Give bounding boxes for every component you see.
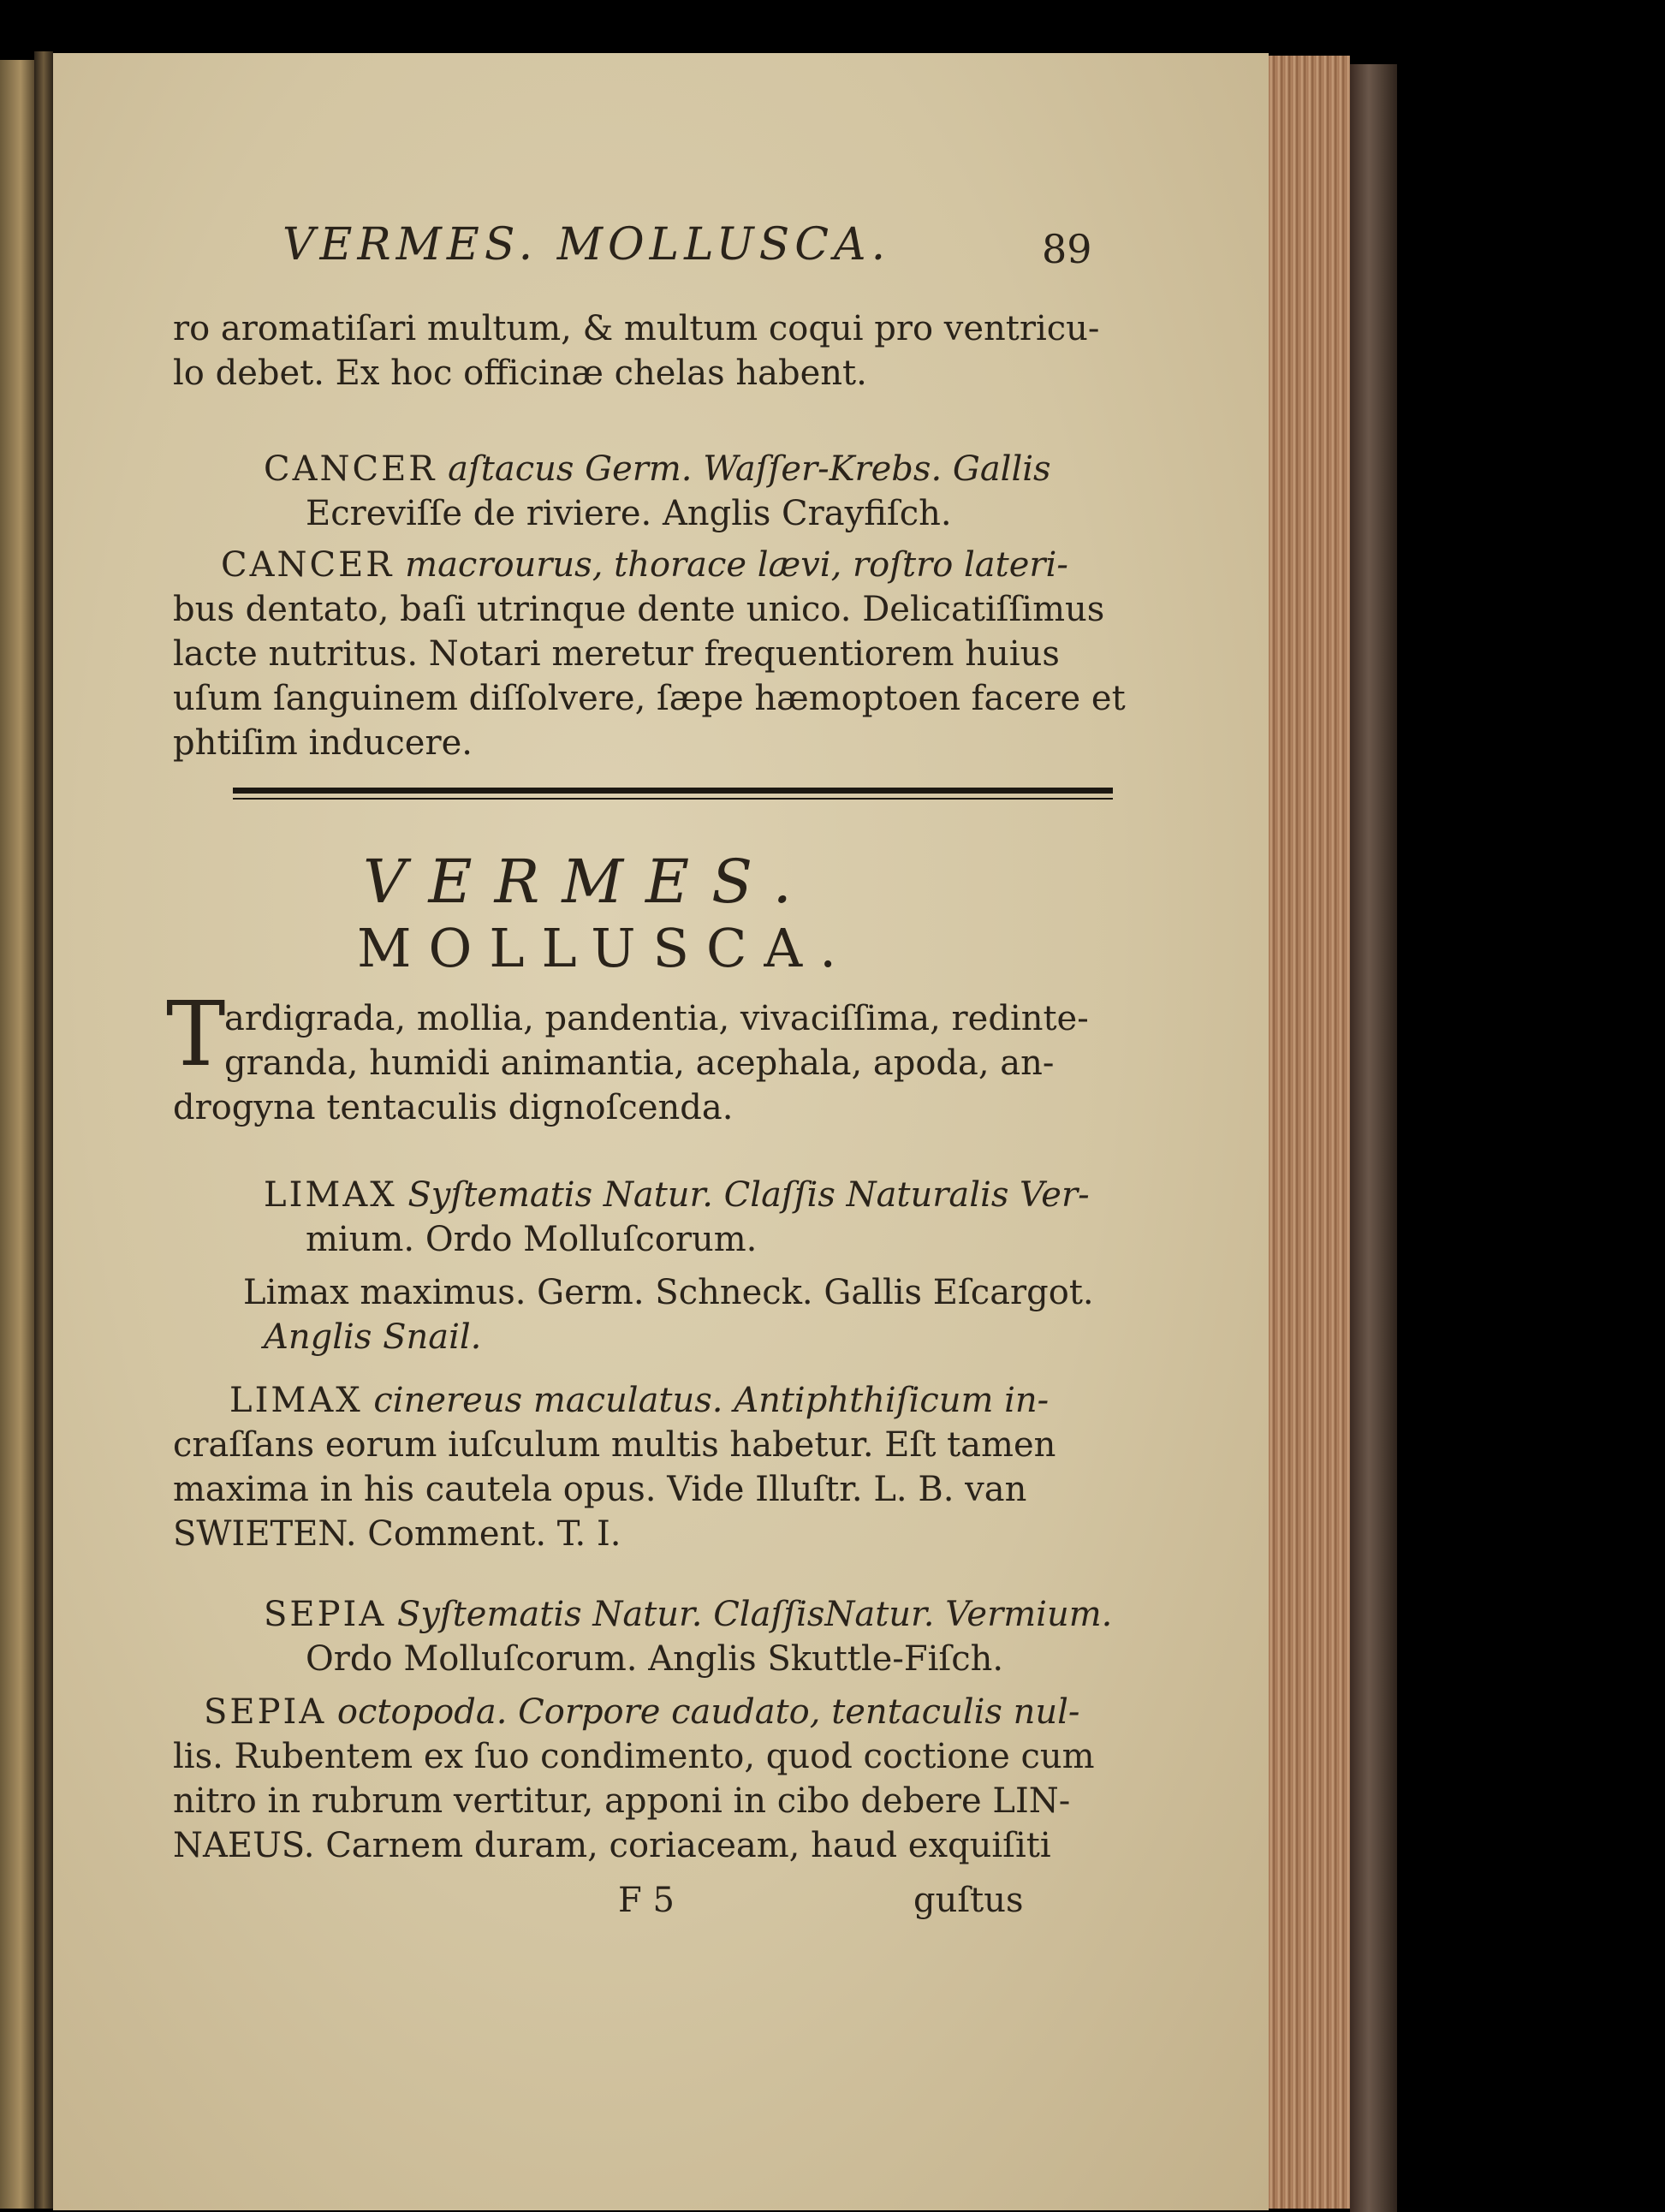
book-cover-board [1350,64,1397,2212]
text-line: Anglis Snail. [264,1317,482,1357]
entry-name: CANCER [264,449,437,489]
text-line: craſſans eorum iuſculum multis habetur. Eſt tamen [173,1425,1056,1465]
text-line: lis. Rubentem ex ſuo condimento, quod coctione cum [173,1737,1095,1776]
signature-mark: F 5 [618,1881,675,1920]
page-edges [1269,56,1350,2209]
running-title: VERMES. MOLLUSCA. [282,219,891,271]
background [1350,64,1665,2212]
page-number: 89 [1042,226,1092,272]
text-line: mium. Ordo Molluſcorum. [306,1220,758,1259]
section-subtitle: MOLLUSCA. [357,917,853,979]
catchword: guſtus [913,1881,1024,1920]
text-line: drogyna tentaculis dignoſcenda. [173,1088,734,1127]
text-line: SWIETEN. Comment. T. I. [173,1514,621,1554]
text-line: bus dentato, baſi utrinque dente unico. Delicatiſſimus [173,590,1105,629]
text-line: Ordo Molluſcorum. Anglis Skuttle-Fiſch. [306,1639,1004,1679]
section-rule-thick [233,788,1113,794]
entry-sepia-octopoda [204,1692,1079,1733]
entry-name: SEPIA [264,1595,387,1634]
entry-limax-maximus: Limax maximus. Germ. Schneck. Gallis Eſcargot. [243,1273,1094,1312]
drop-cap: T [166,982,226,1086]
left-page-edge [0,60,34,2209]
text-line: lacte nutritus. Notari meretur frequentiorem huius [173,634,1060,674]
text-line: maxima in his cautela opus. Vide Illuſtr. L. B. van [173,1470,1027,1509]
text-line: phtiſim inducere. [173,723,473,763]
entry-name: CANCER [221,545,395,585]
entry-text: octopoda. Corpore caudato, tentaculis nul- [336,1692,1080,1732]
text-line: uſum ſanguinem diſſolvere, ſæpe hæmoptoen facere et [173,679,1126,718]
entry-sepia-systematis [264,1594,1112,1635]
text-line: lo debet. Ex hoc officinæ chelas habent. [173,354,867,393]
section-title: VERMES. [363,847,814,917]
entry-cancer-macrourus [221,544,1068,586]
book-page [53,53,1269,2210]
entry-limax-cinereus [229,1380,1049,1421]
entry-text: cinereus maculatus. Antiphthiſicum in- [373,1381,1050,1420]
entry-name: LIMAX [229,1381,363,1420]
entry-name: LIMAX [264,1175,397,1215]
text-line: granda, humidi animantia, acephala, apoda, an- [224,1044,1055,1083]
text-line: NAEUS. Carnem duram, coriaceam, haud exquiſiti [173,1826,1051,1865]
entry-text: aſtacus Germ. Waſſer-Krebs. Gallis [448,449,1051,489]
entry-text: macrourus, thorace lævi, roſtro lateri- [405,545,1068,585]
entry-cancer-astacus [264,449,1051,490]
text-line: nitro in rubrum vertitur, apponi in cibo debere LIN- [173,1781,1071,1821]
entry-limax-systematis [264,1174,1090,1216]
entry-text: Syſtematis Natur. ClaſſisNatur. Vermium. [396,1595,1113,1634]
text-line: ro aromatiſari multum, & multum coqui pro ventricu- [173,309,1100,348]
entry-name: SEPIA [204,1692,327,1732]
section-rule-thin [233,798,1113,800]
text-line: Ecreviſſe de riviere. Anglis Crayfiſch. [306,494,952,533]
book-gutter [34,51,53,2209]
entry-text: Syſtematis Natur. Claſſis Naturalis Ver- [407,1175,1090,1215]
text-line: ardigrada, mollia, pandentia, vivaciſſima, redinte- [224,999,1089,1038]
